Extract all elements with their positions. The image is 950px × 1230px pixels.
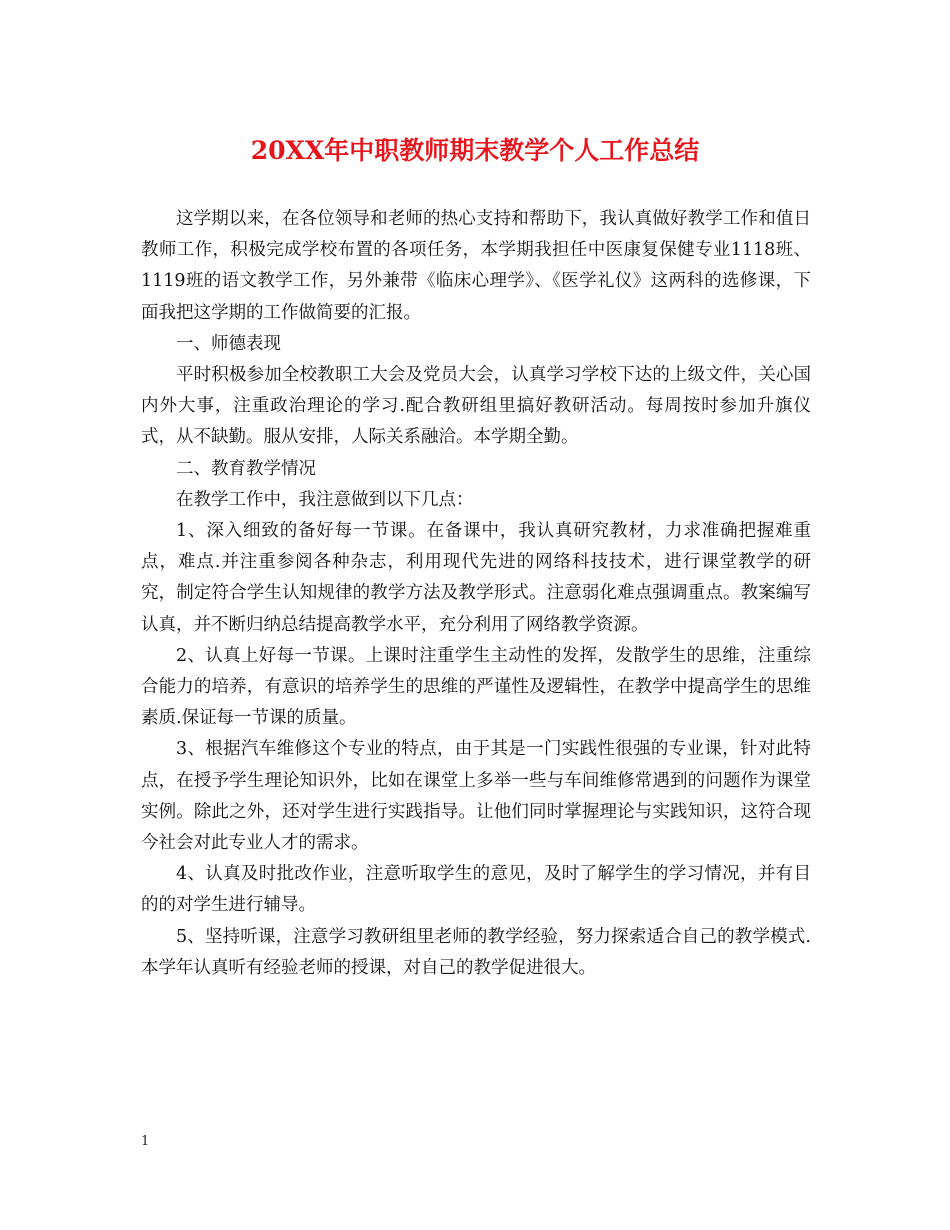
paragraph-point-1: 1、深入细致的备好每一节课。在备课中，我认真研究教材，力求准确把握难重点，难点.并注重参阅各种杂志，利用现代先进的网络科技技术，进行课堂教学的研究，制定符合学生认知规律的教学方法及教学形式。注意弱化难点强调重点。教案编写认真，并不断归纳总结提高教学水平，充分利用了网络教学资源。 (141, 521, 811, 635)
paragraph-point-2: 2、认真上好每一节课。上课时注重学生主动性的发挥，发散学生的思维，注重综合能力的培养，有意识的培养学生的思维的严谨性及逻辑性，在教学中提高学生的思维素质.保证每一节课的质量。 (141, 645, 811, 729)
document-body (141, 204, 811, 984)
paragraph-point-5: 5、坚持听课，注意学习教研组里老师的教学经验，努力探索适合自己的教学模式.本学年认真听有经验老师的授课，对自己的教学促进很大。 (141, 926, 811, 978)
paragraph-point-3: 3、根据汽车维修这个专业的特点，由于其是一门实践性很强的专业课，针对此特点，在授予学生理论知识外，比如在课堂上多举一些与车间维修常遇到的问题作为课堂实例。除此之外，还对学生进行实践指导。让他们同时掌握理论与实践知识，这符合现今社会对此专业人才的需求。 (141, 739, 811, 854)
paragraph-ethics: 平时积极参加全校教职工大会及党员大会，认真学习学校下达的上级文件，关心国内外大事，注重政治理论的学习.配合教研组里搞好教研活动。每周按时参加升旗仪式，从不缺勤。服从安排，人际关系融洽。本学期全勤。 (141, 365, 811, 448)
section-heading-ethics: 一、师德表现 (176, 333, 281, 354)
paragraph-teaching-intro: 在教学工作中，我注意做到以下几点： (176, 489, 474, 510)
page-number: 1 (141, 1134, 150, 1149)
document-title: 20XX年中职教师期末教学个人工作总结 (250, 136, 700, 165)
paragraph-intro: 这学期以来，在各位领导和老师的热心支持和帮助下，我认真做好教学工作和值日教师工作，积极完成学校布置的各项任务，本学期我担任中医康复保健专业1118班、1119班的语文教学工作，另外兼带《临床心理学》、《医学礼仪》这两科的选修课，下面我把这学期的工作做简要的汇报。 (141, 209, 811, 323)
paragraph-point-4: 4、认真及时批改作业，注意听取学生的意见，及时了解学生的学习情况，并有目的的对学生进行辅导。 (141, 864, 811, 916)
section-heading-teaching: 二、教育教学情况 (176, 458, 316, 479)
